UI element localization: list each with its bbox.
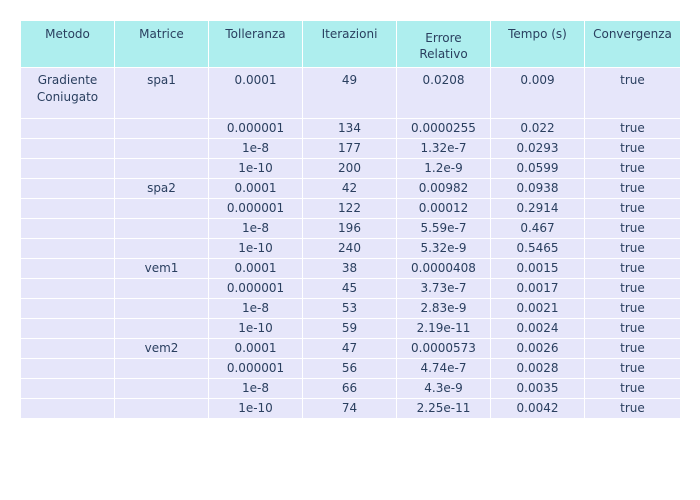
header-label: Tolleranza — [225, 27, 286, 41]
tolerance-cell: 0.0001 — [209, 179, 303, 199]
relative-error-cell: 1.32e-7 — [397, 139, 491, 159]
header-label: Metodo — [45, 27, 90, 41]
relative-error-cell: 1.2e-9 — [397, 159, 491, 179]
relative-error-cell: 3.73e-7 — [397, 279, 491, 299]
relative-error-cell: 0.0000573 — [397, 339, 491, 359]
relative-error-cell: 4.3e-9 — [397, 379, 491, 399]
convergence-cell: true — [585, 119, 681, 139]
table-row — [21, 299, 681, 319]
tolerance-cell: 1e-10 — [209, 239, 303, 259]
convergence-cell: true — [585, 279, 681, 299]
tolerance-cell: 0.000001 — [209, 199, 303, 219]
tolerance-cell: 0.000001 — [209, 279, 303, 299]
tolerance-cell: 1e-10 — [209, 159, 303, 179]
tolerance-cell: 1e-10 — [209, 399, 303, 419]
iterations-cell: 134 — [303, 119, 397, 139]
table-row — [21, 279, 681, 299]
time-cell: 0.0017 — [491, 279, 585, 299]
time-cell: 0.0028 — [491, 359, 585, 379]
iterations-cell: 196 — [303, 219, 397, 239]
relative-error-cell: 0.00982 — [397, 179, 491, 199]
header-tolleranza — [209, 21, 303, 68]
relative-error-cell: 5.59e-7 — [397, 219, 491, 239]
matrix-cell — [115, 239, 209, 259]
table-row — [21, 179, 681, 199]
convergence-cell: true — [585, 239, 681, 259]
relative-error-cell: 0.0208 — [397, 68, 491, 119]
header-label: Errore Relativo — [419, 31, 468, 61]
time-cell: 0.5465 — [491, 239, 585, 259]
relative-error-cell: 0.0000408 — [397, 259, 491, 279]
method-cell — [21, 299, 115, 319]
matrix-cell: vem1 — [115, 259, 209, 279]
matrix-cell — [115, 199, 209, 219]
table-row — [21, 359, 681, 379]
relative-error-cell: 2.19e-11 — [397, 319, 491, 339]
convergence-cell: true — [585, 219, 681, 239]
matrix-cell: spa1 — [115, 68, 209, 119]
matrix-cell — [115, 219, 209, 239]
iterations-cell: 177 — [303, 139, 397, 159]
matrix-cell: spa2 — [115, 179, 209, 199]
header-label: Matrice — [139, 27, 184, 41]
time-cell: 0.0035 — [491, 379, 585, 399]
method-cell — [21, 359, 115, 379]
table-row — [21, 68, 681, 119]
header-label: Tempo (s) — [508, 27, 567, 41]
table-row — [21, 399, 681, 419]
matrix-cell — [115, 319, 209, 339]
header-convergenza — [585, 21, 681, 68]
convergence-cell: true — [585, 399, 681, 419]
tolerance-cell: 1e-8 — [209, 299, 303, 319]
iterations-cell: 49 — [303, 68, 397, 119]
convergence-cell: true — [585, 299, 681, 319]
iterations-cell: 53 — [303, 299, 397, 319]
method-cell — [21, 219, 115, 239]
table-row — [21, 259, 681, 279]
tolerance-cell: 0.0001 — [209, 259, 303, 279]
time-cell: 0.0042 — [491, 399, 585, 419]
method-cell: Gradiente Coniugato — [21, 68, 115, 119]
tolerance-cell: 1e-10 — [209, 319, 303, 339]
time-cell: 0.0024 — [491, 319, 585, 339]
matrix-cell: vem2 — [115, 339, 209, 359]
method-cell — [21, 339, 115, 359]
matrix-cell — [115, 119, 209, 139]
time-cell: 0.0021 — [491, 299, 585, 319]
header-errore-relativo — [397, 21, 491, 68]
matrix-cell — [115, 399, 209, 419]
table-row — [21, 379, 681, 399]
time-cell: 0.022 — [491, 119, 585, 139]
header-label: Iterazioni — [321, 27, 378, 41]
table-row — [21, 199, 681, 219]
tolerance-cell: 0.000001 — [209, 119, 303, 139]
time-cell: 0.0015 — [491, 259, 585, 279]
iterations-cell: 122 — [303, 199, 397, 219]
convergence-cell: true — [585, 319, 681, 339]
table-row — [21, 339, 681, 359]
iterations-cell: 56 — [303, 359, 397, 379]
method-cell — [21, 119, 115, 139]
table-row — [21, 159, 681, 179]
header-matrice — [115, 21, 209, 68]
relative-error-cell: 0.0000255 — [397, 119, 491, 139]
tolerance-cell: 1e-8 — [209, 219, 303, 239]
time-cell: 0.0938 — [491, 179, 585, 199]
tolerance-cell: 0.000001 — [209, 359, 303, 379]
matrix-cell — [115, 279, 209, 299]
relative-error-cell: 2.25e-11 — [397, 399, 491, 419]
table-row — [21, 219, 681, 239]
matrix-cell — [115, 299, 209, 319]
method-cell — [21, 179, 115, 199]
matrix-cell — [115, 379, 209, 399]
table-row — [21, 319, 681, 339]
convergence-cell: true — [585, 68, 681, 119]
tolerance-cell: 1e-8 — [209, 139, 303, 159]
method-cell — [21, 139, 115, 159]
method-cell — [21, 399, 115, 419]
header-tempo — [491, 21, 585, 68]
matrix-cell — [115, 159, 209, 179]
method-cell — [21, 379, 115, 399]
method-cell — [21, 259, 115, 279]
iterations-cell: 38 — [303, 259, 397, 279]
method-cell — [21, 199, 115, 219]
iterations-cell: 66 — [303, 379, 397, 399]
convergence-cell: true — [585, 359, 681, 379]
relative-error-cell: 2.83e-9 — [397, 299, 491, 319]
iterations-cell: 59 — [303, 319, 397, 339]
iterations-cell: 200 — [303, 159, 397, 179]
header-label: Convergenza — [593, 27, 672, 41]
time-cell: 0.0599 — [491, 159, 585, 179]
table-row — [21, 139, 681, 159]
method-cell — [21, 279, 115, 299]
time-cell: 0.2914 — [491, 199, 585, 219]
convergence-cell: true — [585, 199, 681, 219]
time-cell: 0.467 — [491, 219, 585, 239]
table-row — [21, 239, 681, 259]
relative-error-cell: 5.32e-9 — [397, 239, 491, 259]
relative-error-cell: 0.00012 — [397, 199, 491, 219]
iterations-cell: 74 — [303, 399, 397, 419]
method-cell — [21, 159, 115, 179]
iterations-cell: 45 — [303, 279, 397, 299]
header-iterazioni — [303, 21, 397, 68]
convergence-cell: true — [585, 179, 681, 199]
convergence-cell: true — [585, 339, 681, 359]
iterations-cell: 47 — [303, 339, 397, 359]
tolerance-cell: 1e-8 — [209, 379, 303, 399]
convergence-cell: true — [585, 379, 681, 399]
table-row — [21, 119, 681, 139]
time-cell: 0.0293 — [491, 139, 585, 159]
tolerance-cell: 0.0001 — [209, 68, 303, 119]
header-row — [21, 21, 681, 68]
convergence-cell: true — [585, 259, 681, 279]
table-body — [21, 68, 681, 419]
time-cell: 0.0026 — [491, 339, 585, 359]
tolerance-cell: 0.0001 — [209, 339, 303, 359]
time-cell: 0.009 — [491, 68, 585, 119]
matrix-cell — [115, 359, 209, 379]
method-cell — [21, 319, 115, 339]
convergence-cell: true — [585, 139, 681, 159]
convergence-cell: true — [585, 159, 681, 179]
method-cell — [21, 239, 115, 259]
iterations-cell: 240 — [303, 239, 397, 259]
relative-error-cell: 4.74e-7 — [397, 359, 491, 379]
results-table — [20, 20, 681, 419]
iterations-cell: 42 — [303, 179, 397, 199]
matrix-cell — [115, 139, 209, 159]
header-metodo — [21, 21, 115, 68]
